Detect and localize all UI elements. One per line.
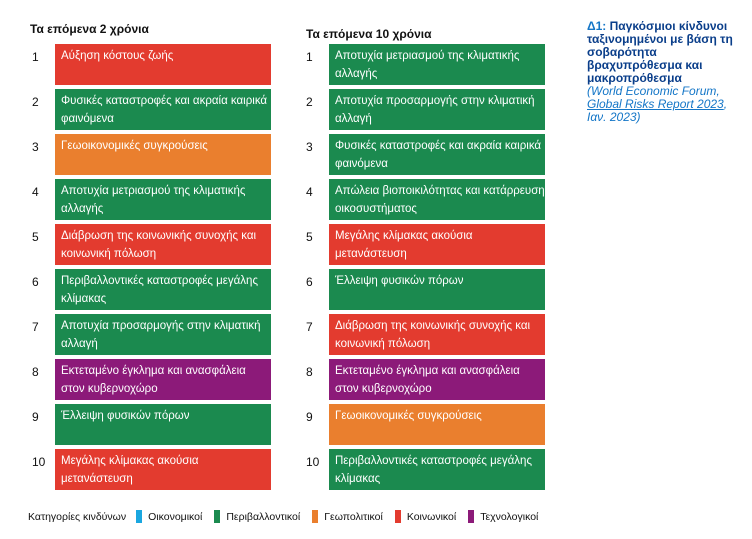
long-term-risk-5: Μεγάλης κλίμακας ακούσια μετανάστευση: [329, 224, 545, 265]
short-term-risk-8: Εκτεταμένο έγκλημα και ανασφάλεια στον κυβερνοχώρο: [55, 359, 271, 400]
figure-caption: [587, 20, 737, 124]
long-term-risk-9: Γεωοικονομικές συγκρούσεις: [329, 404, 545, 445]
legend-item-1: [136, 510, 202, 523]
long-term-rank-5: 5: [306, 230, 313, 244]
long-term-risk-2: Αποτυχία προσαρμογής στην κλιματική αλλαγή: [329, 89, 545, 130]
long-term-rank-2: 2: [306, 95, 313, 109]
long-term-risk-7: Διάβρωση της κοινωνικής συνοχής και κοινωνική πόλωση: [329, 314, 545, 355]
long-term-rank-8: 8: [306, 365, 313, 379]
short-term-rank-7: 7: [32, 320, 39, 334]
long-term-risk-1: Αποτυχία μετριασμού της κλιματικής αλλαγής: [329, 44, 545, 85]
legend-swatch-2: [214, 510, 220, 523]
legend-swatch-4: [395, 510, 401, 523]
short-term-rank-4: 4: [32, 185, 39, 199]
long-term-rank-7: 7: [306, 320, 313, 334]
short-term-risk-3: Γεωοικονομικές συγκρούσεις: [55, 134, 271, 175]
short-term-risk-9: Έλλειψη φυσικών πόρων: [55, 404, 271, 445]
legend-item-2: [214, 510, 300, 523]
short-term-risk-7: Αποτυχία προσαρμογής στην κλιματική αλλαγή: [55, 314, 271, 355]
legend-item-5: [468, 510, 538, 523]
short-term-rank-5: 5: [32, 230, 39, 244]
figure-title: Παγκόσμιοι κίνδυνοι ταξινομημένοι με βάση τη σοβαρότητα βραχυπρόθεσμα και μακροπρόθεσμα: [587, 19, 733, 85]
citation-prefix: (World Economic Forum,: [587, 84, 720, 98]
legend-label-3: Γεωπολιτικοί: [324, 510, 383, 523]
long-term-rank-3: 3: [306, 140, 313, 154]
legend-item-4: [395, 510, 456, 523]
left-column-title: Τα επόμενα 2 χρόνια: [30, 22, 149, 36]
legend-title: Κατηγορίες κινδύνων: [28, 510, 127, 523]
long-term-rank-9: 9: [306, 410, 313, 424]
long-term-rank-6: 6: [306, 275, 313, 289]
legend-swatch-5: [468, 510, 474, 523]
short-term-risk-6: Περιβαλλοντικές καταστροφές μεγάλης κλίμακας: [55, 269, 271, 310]
short-term-rank-3: 3: [32, 140, 39, 154]
citation-suffix: , Ιαν. 2023): [587, 97, 728, 124]
figure-label: Δ1:: [587, 19, 607, 33]
category-legend: [28, 510, 550, 523]
long-term-rank-10: 10: [306, 455, 320, 469]
long-term-rank-1: 1: [306, 50, 313, 64]
long-term-risk-10: Περιβαλλοντικές καταστροφές μεγάλης κλίμακας: [329, 449, 545, 490]
long-term-risk-8: Εκτεταμένο έγκλημα και ανασφάλεια στον κυβερνοχώρο: [329, 359, 545, 400]
short-term-risk-2: Φυσικές καταστροφές και ακραία καιρικά φαινόμενα: [55, 89, 271, 130]
legend-item-3: [312, 510, 383, 523]
long-term-risk-4: Απώλεια βιοποικιλότητας και κατάρρευση οικοσυστήματος: [329, 179, 545, 220]
short-term-rank-10: 10: [32, 455, 46, 469]
short-term-risk-5: Διάβρωση της κοινωνικής συνοχής και κοινωνική πόλωση: [55, 224, 271, 265]
short-term-risk-10: Μεγάλης κλίμακας ακούσια μετανάστευση: [55, 449, 271, 490]
legend-label-5: Τεχνολογικοί: [480, 510, 539, 523]
short-term-rank-2: 2: [32, 95, 39, 109]
long-term-risk-6: Έλλειψη φυσικών πόρων: [329, 269, 545, 310]
report-link[interactable]: Global Risks Report 2023: [587, 97, 724, 111]
short-term-rank-6: 6: [32, 275, 39, 289]
short-term-risk-1: Αύξηση κόστους ζωής: [55, 44, 271, 85]
short-term-rank-8: 8: [32, 365, 39, 379]
short-term-risk-4: Αποτυχία μετριασμού της κλιματικής αλλαγής: [55, 179, 271, 220]
short-term-rank-9: 9: [32, 410, 39, 424]
short-term-rank-1: 1: [32, 50, 39, 64]
legend-swatch-3: [312, 510, 318, 523]
right-column-title: Τα επόμενα 10 χρόνια: [306, 27, 432, 41]
long-term-risk-3: Φυσικές καταστροφές και ακραία καιρικά φαινόμενα: [329, 134, 545, 175]
legend-swatch-1: [136, 510, 142, 523]
legend-label-2: Περιβαλλοντικοί: [226, 510, 301, 523]
legend-label-4: Κοινωνικοί: [406, 510, 457, 523]
long-term-rank-4: 4: [306, 185, 313, 199]
legend-label-1: Οικονομικοί: [148, 510, 203, 523]
